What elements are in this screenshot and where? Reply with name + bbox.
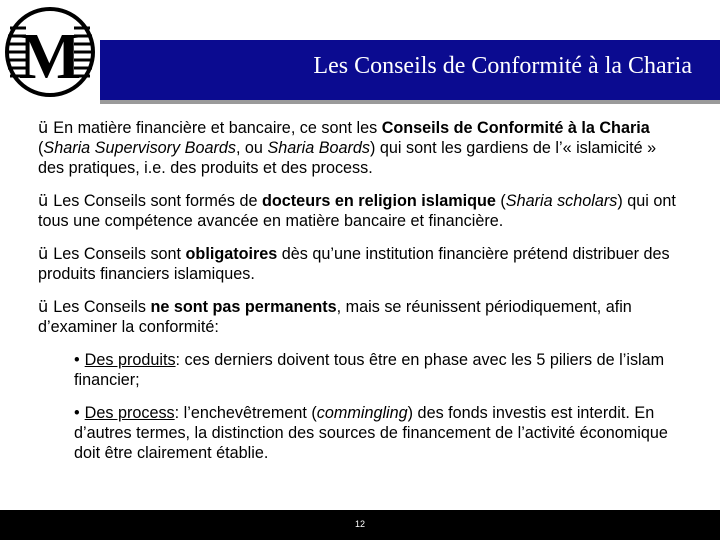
italic-text: Sharia scholars <box>505 192 618 210</box>
italic-text: commingling <box>316 404 408 422</box>
underlined-text: Des produits <box>84 351 176 369</box>
bold-text: obligatoires <box>185 245 278 263</box>
text: Les Conseils sont <box>53 245 186 263</box>
paragraph-1 <box>38 118 686 178</box>
bold-text: docteurs en religion islamique <box>262 192 496 210</box>
text: Les Conseils sont formés de <box>53 192 263 210</box>
text: : ces derniers doivent tous être en phase avec les 5 piliers de l’islam financier; <box>74 351 665 389</box>
text: ) qui ont tous une compétence avancée en matière bancaire et financière. <box>38 192 676 230</box>
text: , ou <box>235 139 268 157</box>
check-icon: ü <box>38 118 49 137</box>
text: ) qui sont les gardiens de l’« islamicité » des pratiques, i.e. des produits et des process. <box>38 139 657 177</box>
check-icon: ü <box>38 244 49 263</box>
bold-text: ne sont pas permanents <box>150 298 337 316</box>
svg-text:M: M <box>18 20 82 93</box>
paragraph-3 <box>38 244 686 284</box>
bullet-icon: • <box>74 351 80 369</box>
text: ( <box>38 139 44 157</box>
footer-bar <box>0 510 720 540</box>
text: dès qu’une institution financière prétend distribuer des produits financiers islamiques. <box>38 245 670 283</box>
italic-text: Sharia Supervisory Boards <box>43 139 236 157</box>
underlined-text: Des process <box>84 404 175 422</box>
title-bar <box>100 40 720 104</box>
paragraph-2 <box>38 191 686 231</box>
text: , mais se réunissent périodiquement, afin d’examiner la conformité: <box>38 298 632 336</box>
text: En matière financière et bancaire, ce sont les <box>53 119 382 137</box>
text: ) des fonds investis est interdit. En d’autres termes, la distinction des sources de financement de l’activité économique doit être clairement établie. <box>74 404 668 462</box>
bullet-icon: • <box>74 404 80 422</box>
text: Les Conseils <box>53 298 151 316</box>
text: : l’enchevêtrement ( <box>174 404 317 422</box>
italic-text: Sharia Boards <box>267 139 371 157</box>
sub-bullet-2 <box>74 403 686 463</box>
m-logo <box>4 6 96 98</box>
sub-bullet-1 <box>74 350 686 390</box>
slide-content <box>38 118 686 463</box>
paragraph-4 <box>38 297 686 337</box>
check-icon: ü <box>38 297 49 316</box>
text: ( <box>495 192 506 210</box>
check-icon: ü <box>38 191 49 210</box>
bold-text: Conseils de Conformité à la Charia <box>381 119 650 137</box>
page-title: Les Conseils de Conformité à la Charia <box>313 53 692 79</box>
page-number: 12 <box>354 519 365 529</box>
